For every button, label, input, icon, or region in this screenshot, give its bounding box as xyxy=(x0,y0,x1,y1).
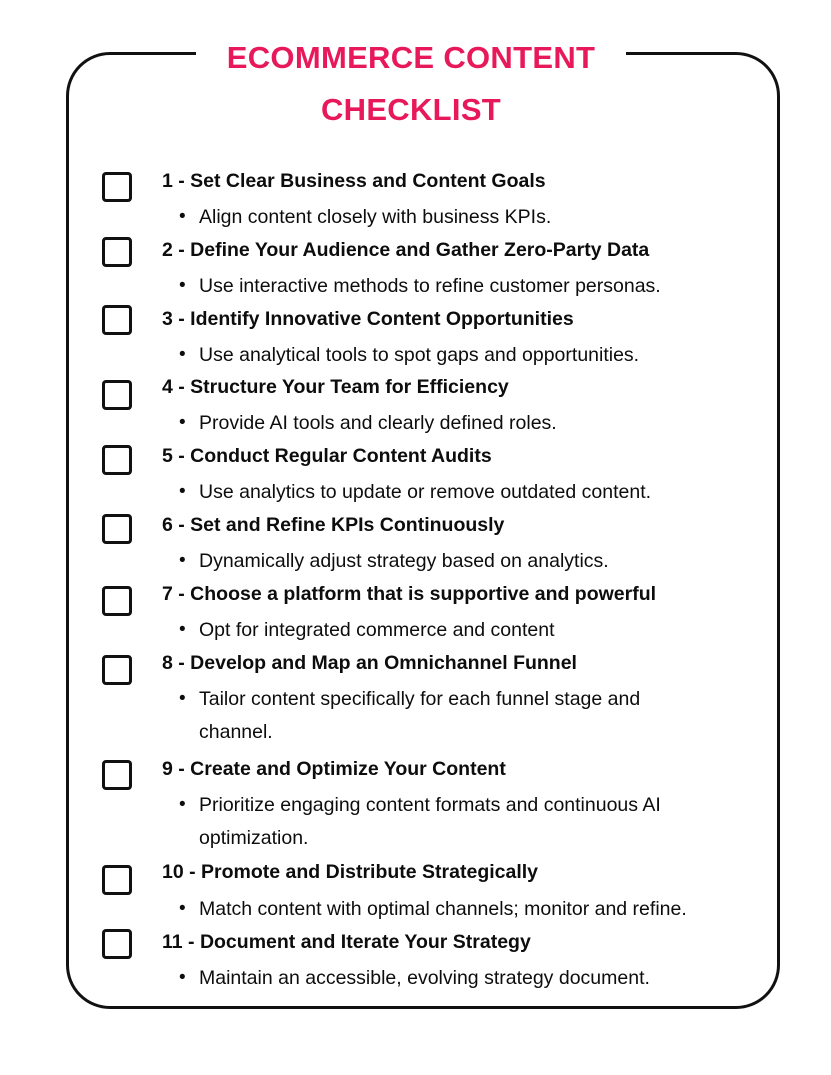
item-detail-9: Prioritize engaging content formats and continuous AI optimization. xyxy=(199,794,661,849)
item-heading-3: 3 - Identify Innovative Content Opportunities xyxy=(162,308,574,330)
bullet-icon: • xyxy=(179,898,186,919)
page-title xyxy=(196,32,626,136)
checkbox-item-2[interactable] xyxy=(102,237,132,267)
bullet-icon: • xyxy=(179,967,186,988)
item-detail-3: Use analytical tools to spot gaps and opportunities. xyxy=(199,344,640,366)
item-detail-7: Opt for integrated commerce and content xyxy=(199,619,555,641)
item-detail-8: Tailor content specifically for each funnel stage and channel. xyxy=(199,688,641,743)
checkbox-item-5[interactable] xyxy=(102,445,132,475)
item-heading-2: 2 - Define Your Audience and Gather Zero-Party Data xyxy=(162,239,650,261)
bullet-icon: • xyxy=(179,344,186,365)
item-heading-11: 11 - Document and Iterate Your Strategy xyxy=(162,931,531,953)
item-heading-6: 6 - Set and Refine KPIs Continuously xyxy=(162,514,505,536)
bullet-icon: • xyxy=(179,794,186,815)
checkbox-item-7[interactable] xyxy=(102,586,132,616)
item-heading-7: 7 - Choose a platform that is supportive and powerful xyxy=(162,583,657,605)
item-detail-2: Use interactive methods to refine customer personas. xyxy=(199,275,661,297)
checkbox-item-6[interactable] xyxy=(102,514,132,544)
checkbox-item-3[interactable] xyxy=(102,305,132,335)
bullet-icon: • xyxy=(179,275,186,296)
item-heading-5: 5 - Conduct Regular Content Audits xyxy=(162,445,492,467)
item-heading-1: 1 - Set Clear Business and Content Goals xyxy=(162,170,546,192)
bullet-icon: • xyxy=(179,550,186,571)
checkbox-item-1[interactable] xyxy=(102,172,132,202)
item-detail-6: Dynamically adjust strategy based on analytics. xyxy=(199,550,609,572)
item-detail-4: Provide AI tools and clearly defined roles. xyxy=(199,412,557,434)
checkbox-item-4[interactable] xyxy=(102,380,132,410)
bullet-icon: • xyxy=(179,206,186,227)
title-line-1: ECOMMERCE CONTENT xyxy=(226,40,596,75)
item-heading-9: 9 - Create and Optimize Your Content xyxy=(162,758,506,780)
item-detail-5: Use analytics to update or remove outdated content. xyxy=(199,481,652,503)
checkbox-item-11[interactable] xyxy=(102,929,132,959)
checkbox-item-9[interactable] xyxy=(102,760,132,790)
item-heading-4: 4 - Structure Your Team for Efficiency xyxy=(162,376,509,398)
checkbox-item-10[interactable] xyxy=(102,865,132,895)
bullet-icon: • xyxy=(179,412,186,433)
bullet-icon: • xyxy=(179,688,186,709)
item-detail-1: Align content closely with business KPIs. xyxy=(199,206,552,228)
item-detail-10: Match content with optimal channels; monitor and refine. xyxy=(199,898,687,920)
item-detail-11: Maintain an accessible, evolving strategy document. xyxy=(199,967,650,989)
bullet-icon: • xyxy=(179,619,186,640)
item-heading-8: 8 - Develop and Map an Omnichannel Funnel xyxy=(162,652,577,674)
title-line-2: CHECKLIST xyxy=(320,92,502,127)
checkbox-item-8[interactable] xyxy=(102,655,132,685)
item-heading-10: 10 - Promote and Distribute Strategically xyxy=(162,861,539,883)
bullet-icon: • xyxy=(179,481,186,502)
